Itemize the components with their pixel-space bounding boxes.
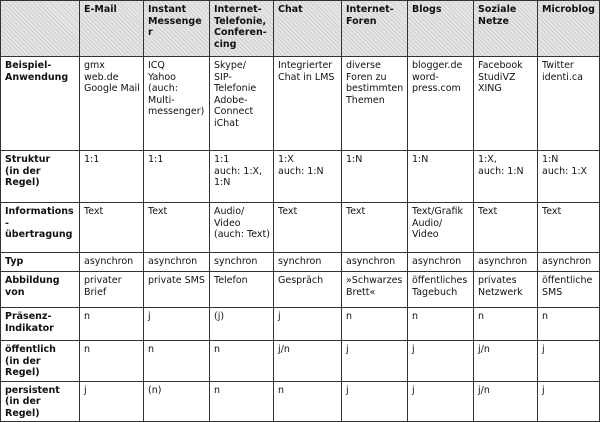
table-row — [1, 253, 600, 272]
table-row — [1, 308, 600, 341]
row-header: öffentlich (in der Regel) — [1, 341, 80, 382]
table-cell: j/n — [474, 341, 538, 382]
table-cell: Text — [342, 203, 408, 253]
column-header-internet-telefonie: Internet- Telefonie, Conferen- cing — [210, 1, 274, 57]
column-header-soziale-netze: Soziale Netze — [474, 1, 538, 57]
table-cell: 1:N auch: 1:X — [538, 151, 600, 203]
table-cell: Integrierter Chat in LMS — [274, 57, 342, 151]
table-cell: Twitter identi.ca — [538, 57, 600, 151]
table-cell: asynchron — [144, 253, 210, 272]
table-cell: j — [408, 341, 474, 382]
table-cell: synchron — [210, 253, 274, 272]
column-header-chat: Chat — [274, 1, 342, 57]
table-cell: privater Brief — [80, 272, 144, 308]
table-cell: Facebook StudiVZ XING — [474, 57, 538, 151]
table-row — [1, 203, 600, 253]
table-cell: n — [80, 308, 144, 341]
table-row — [1, 57, 600, 151]
table-cell: 1:1 — [80, 151, 144, 203]
column-header-instant-messenger: Instant Messenger — [144, 1, 210, 57]
table-cell: j — [538, 341, 600, 382]
column-header-blogs: Blogs — [408, 1, 474, 57]
table-cell: ICQ Yahoo (auch: Multi- messenger) — [144, 57, 210, 151]
table-cell: n — [144, 341, 210, 382]
table-row — [1, 341, 600, 382]
table-cell: 1:N — [408, 151, 474, 203]
table-cell: n — [210, 381, 274, 422]
table-cell: n — [210, 341, 274, 382]
table-cell: Audio/ Video (auch: Text) — [210, 203, 274, 253]
table-cell: j — [342, 341, 408, 382]
table-row — [1, 151, 600, 203]
table-cell: öffentliche SMS — [538, 272, 600, 308]
table-cell: diverse Foren zu bestimmten Themen — [342, 57, 408, 151]
table-cell: Text — [144, 203, 210, 253]
table-cell: Telefon — [210, 272, 274, 308]
table-cell: 1:1 — [144, 151, 210, 203]
table-cell: synchron — [274, 253, 342, 272]
table-cell: Text — [538, 203, 600, 253]
column-header-microblog: Microblog — [538, 1, 600, 57]
table-cell: j — [538, 381, 600, 422]
row-header: persistent (in der Regel) — [1, 381, 80, 422]
table-cell: Gespräch — [274, 272, 342, 308]
table-cell: Skype/ SIP- Telefonie Adobe- Connect iChat — [210, 57, 274, 151]
table-cell: j/n — [474, 381, 538, 422]
table-cell: (j) — [210, 308, 274, 341]
table-row — [1, 381, 600, 422]
table-cell: »Schwarzes Brett« — [342, 272, 408, 308]
table-cell: asynchron — [342, 253, 408, 272]
row-header: Typ — [1, 253, 80, 272]
table-cell: n — [408, 308, 474, 341]
corner-cell — [1, 1, 80, 57]
table-cell: privates Netzwerk — [474, 272, 538, 308]
table-cell: n — [538, 308, 600, 341]
table-cell: 1:1 auch: 1:X, 1:N — [210, 151, 274, 203]
table-cell: 1:X auch: 1:N — [274, 151, 342, 203]
header-row — [1, 1, 600, 57]
table-cell: asynchron — [538, 253, 600, 272]
table-cell: j — [274, 308, 342, 341]
table-cell: n — [274, 381, 342, 422]
column-header-email: E-Mail — [80, 1, 144, 57]
column-header-internet-foren: Internet- Foren — [342, 1, 408, 57]
table-cell: asynchron — [474, 253, 538, 272]
table-cell: j — [342, 381, 408, 422]
row-header: Informations- übertragung — [1, 203, 80, 253]
table-cell: Text — [474, 203, 538, 253]
table-cell: n — [474, 308, 538, 341]
table-cell: j — [408, 381, 474, 422]
row-header: Präsenz- Indikator — [1, 308, 80, 341]
table-cell: (n) — [144, 381, 210, 422]
table-cell: öffentliches Tagebuch — [408, 272, 474, 308]
table-cell: n — [342, 308, 408, 341]
table-cell: Text — [274, 203, 342, 253]
table-cell: n — [80, 341, 144, 382]
table-cell: Text — [80, 203, 144, 253]
table-cell: asynchron — [408, 253, 474, 272]
table-cell: Text/Grafik Audio/ Video — [408, 203, 474, 253]
table-cell: j — [80, 381, 144, 422]
table-cell: blogger.de word- press.com — [408, 57, 474, 151]
table-cell: 1:N — [342, 151, 408, 203]
table-cell: gmx web.de Google Mail — [80, 57, 144, 151]
table-cell: private SMS — [144, 272, 210, 308]
row-header: Abbildung von — [1, 272, 80, 308]
row-header: Beispiel- Anwendung — [1, 57, 80, 151]
table-cell: 1:X, auch: 1:N — [474, 151, 538, 203]
table-cell: j — [144, 308, 210, 341]
table-cell: j/n — [274, 341, 342, 382]
row-header: Struktur (in der Regel) — [1, 151, 80, 203]
table-cell: asynchron — [80, 253, 144, 272]
table-row — [1, 272, 600, 308]
